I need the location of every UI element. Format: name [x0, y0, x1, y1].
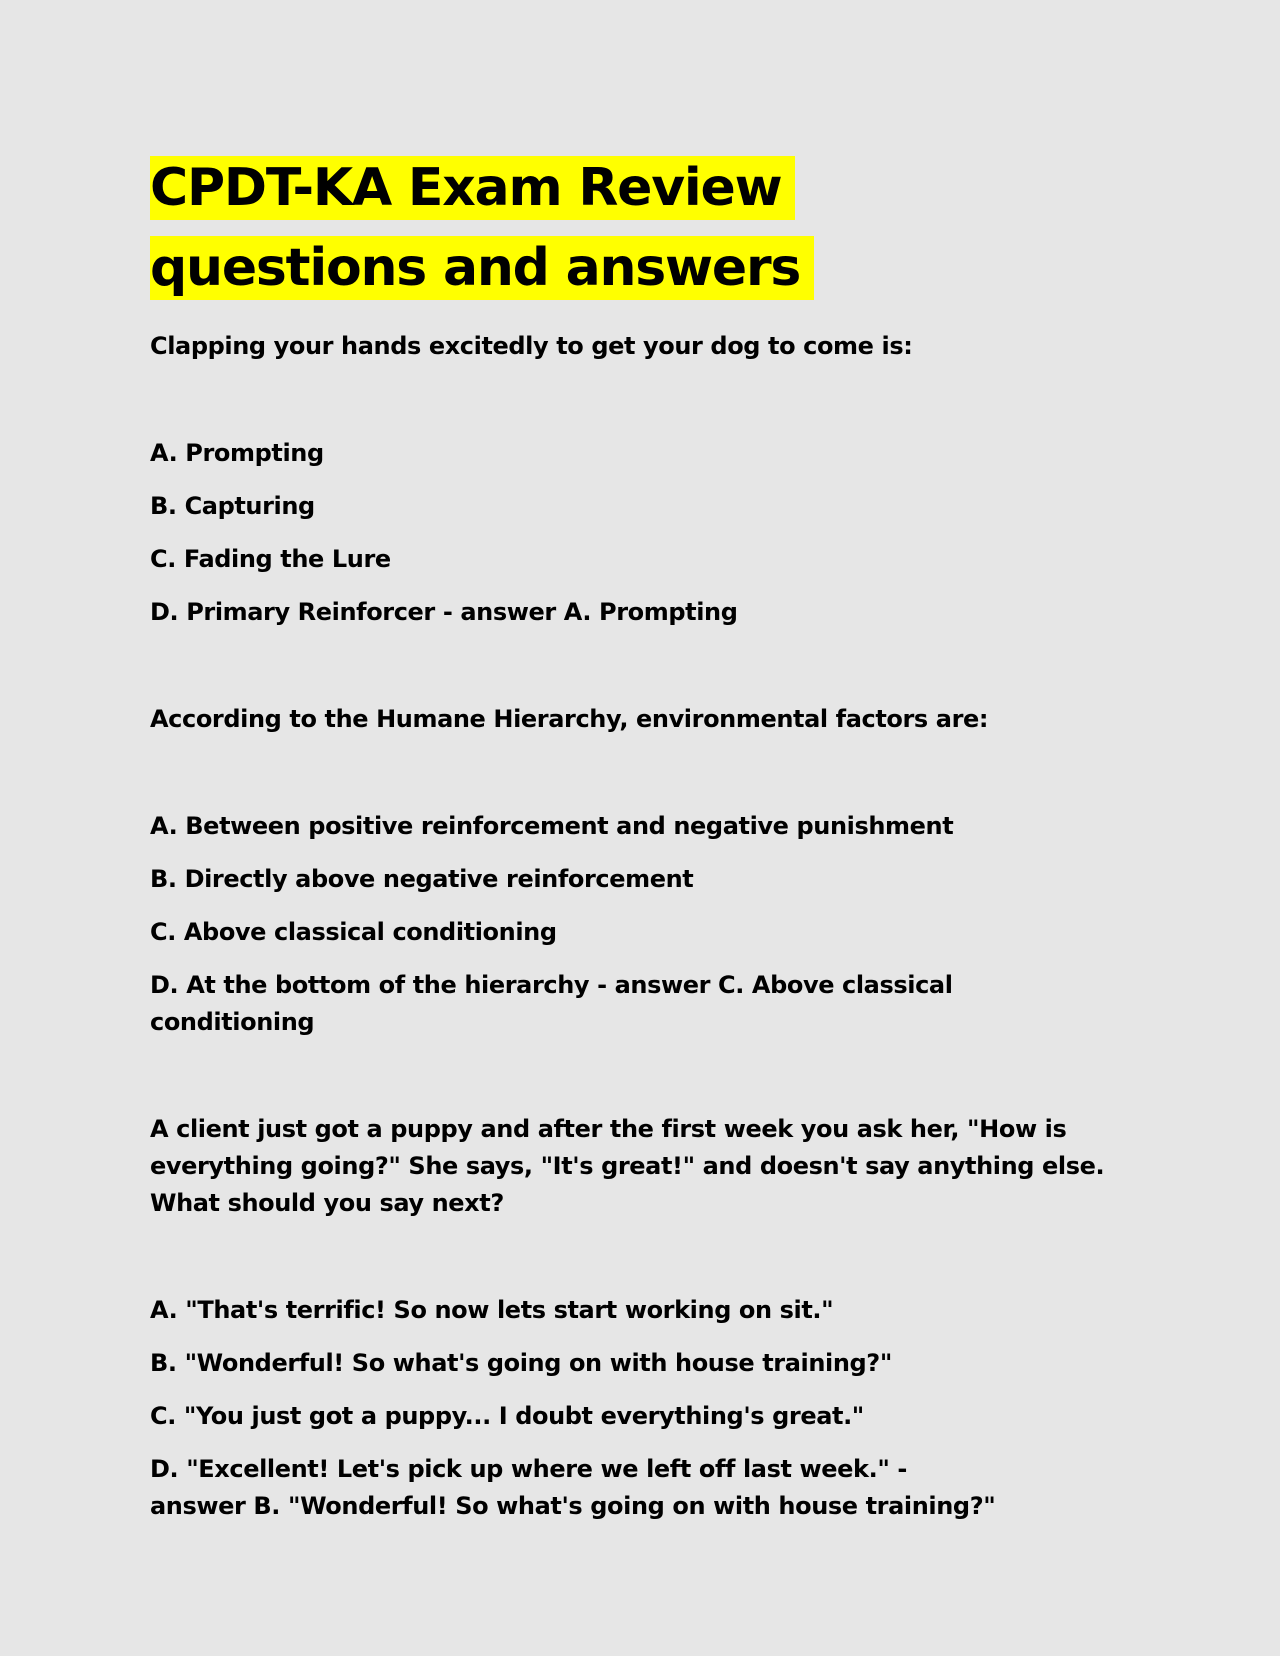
answer-option-a: A. Prompting: [150, 439, 324, 467]
answer-option-c: C. Above classical conditioning: [150, 918, 557, 946]
answer-option-c: C. "You just got a puppy... I doubt everything's great.": [150, 1402, 864, 1430]
answer-option-d: D. "Excellent! Let's pick up where we left off last week." - answer B. "Wonderful! So what's going on with house training?": [150, 1455, 996, 1520]
question-text: According to the Humane Hierarchy, environmental factors are:: [150, 705, 989, 733]
document-title: [150, 148, 1050, 308]
question-block-3: [150, 1111, 1140, 1525]
question-block-1: [150, 328, 1140, 631]
answer-option-d: D. Primary Reinforcer - answer A. Prompting: [150, 598, 738, 626]
answer-option-b: B. "Wonderful! So what's going on with house training?": [150, 1349, 892, 1377]
answer-option-b: B. Directly above negative reinforcement: [150, 865, 694, 893]
question-text: Clapping your hands excitedly to get your dog to come is:: [150, 332, 913, 360]
title-highlight: CPDT-KA Exam Review questions and answers: [150, 156, 814, 300]
answer-option-b: B. Capturing: [150, 492, 315, 520]
answer-option-a: A. "That's terrific! So now lets start working on sit.": [150, 1296, 834, 1324]
question-block-2: [150, 701, 1140, 1041]
answer-option-a: A. Between positive reinforcement and negative punishment: [150, 812, 954, 840]
answer-option-c: C. Fading the Lure: [150, 545, 391, 573]
question-text: A client just got a puppy and after the first week you ask her, "How is everything going?" She says, "It's great!" and doesn't say anything else. What should you say next?: [150, 1115, 1105, 1217]
answer-option-d: D. At the bottom of the hierarchy - answer C. Above classical conditioning: [150, 971, 953, 1036]
